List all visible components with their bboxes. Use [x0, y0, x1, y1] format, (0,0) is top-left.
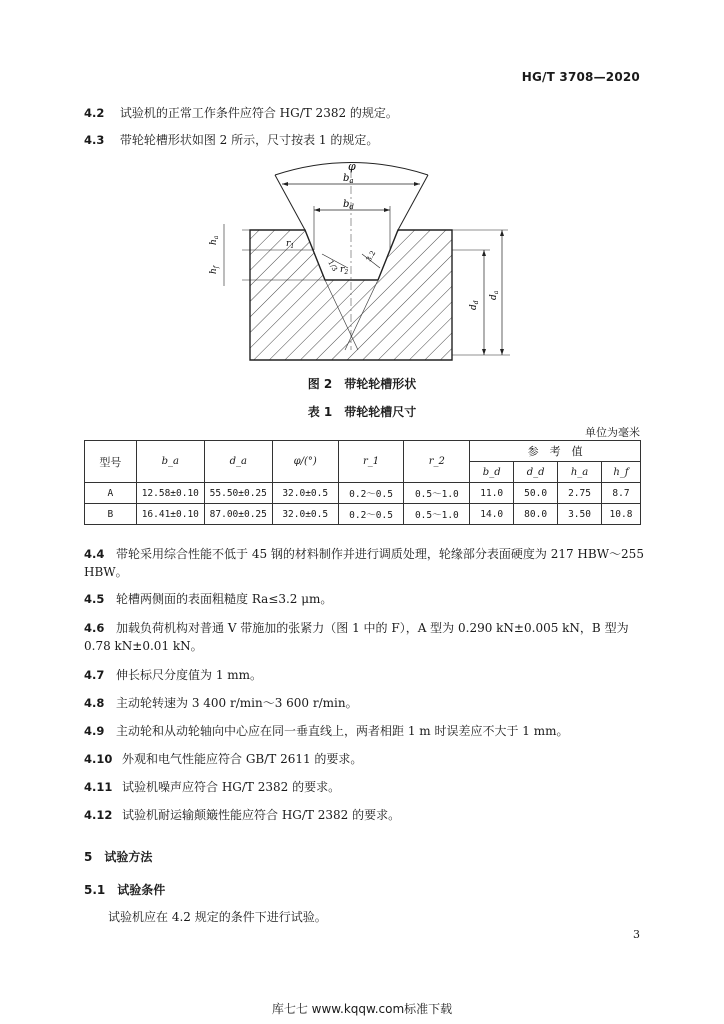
- cell-model: B: [85, 504, 137, 525]
- cell-bd: 11.0: [470, 483, 514, 504]
- table-row: [85, 483, 641, 504]
- label-hf: $h_f$: [209, 265, 220, 274]
- clause-text: 试验机的正常工作条件应符合 HG/T 2382 的规定。: [119, 106, 398, 120]
- clause-number: 4.11: [84, 780, 113, 794]
- table-row: [85, 504, 641, 525]
- groove-dimension-table: [84, 440, 641, 525]
- clause-4-11: [84, 778, 340, 796]
- clause-number: 4.12: [84, 808, 113, 822]
- section-title: 试验方法: [104, 850, 153, 864]
- clause-text: 试验机耐运输颠簸性能应符合 HG/T 2382 的要求。: [122, 808, 401, 822]
- page-number: 3: [633, 928, 640, 941]
- header-hf: h_f: [601, 462, 640, 483]
- clause-number: 4.10: [84, 752, 113, 766]
- header-ba: b_a: [136, 441, 204, 483]
- header-ha: h_a: [558, 462, 602, 483]
- clause-number: 4.7: [84, 668, 105, 682]
- header-dd: d_d: [514, 462, 558, 483]
- header-model: 型号: [85, 441, 137, 483]
- clause-text: 加载负荷机构对普通 V 带施加的张紧力（图 1 中的 F），A 型为 0.290 kN±0.005 kN，B 型为 0.78 kN±0.01 kN。: [84, 621, 629, 653]
- label-3-2: 3.2: [364, 249, 378, 263]
- clause-text: 轮槽两侧面的表面粗糙度 Ra≤3.2 μm。: [116, 592, 333, 606]
- cell-dd: 50.0: [514, 483, 558, 504]
- header-phi: φ/(°): [272, 441, 338, 483]
- clause-text: 主动轮转速为 3 400 r/min～3 600 r/min。: [116, 696, 358, 710]
- clause-text: 带轮采用综合性能不低于 45 钢的材料制作并进行调质处理，轮缘部分表面硬度为 217 HBW～255 HBW。: [84, 547, 644, 579]
- clause-number: 4.4: [84, 547, 105, 561]
- figure-caption: 图 2 带轮轮槽形状: [307, 377, 417, 391]
- cell-hf: 8.7: [601, 483, 640, 504]
- clause-4-7: [84, 666, 262, 684]
- clause-number: 4.5: [84, 592, 105, 606]
- clause-4-4: [84, 545, 644, 581]
- section-number: 5: [84, 850, 93, 864]
- cell-r1: 0.2～0.5: [338, 483, 404, 504]
- clause-4-5: [84, 590, 332, 608]
- subsection-number: 5.1: [84, 883, 106, 897]
- table-unit: 单位为毫米: [585, 426, 640, 439]
- clause-text: 外观和电气性能应符合 GB/T 2611 的要求。: [122, 752, 363, 766]
- label-r2: $r_2$: [340, 265, 349, 276]
- clause-number: 4.6: [84, 621, 105, 635]
- groove-profile-figure: [209, 150, 520, 365]
- clause-text: 带轮轮槽形状如图 2 所示，尺寸按表 1 的规定。: [119, 133, 379, 147]
- cell-r2: 0.5～1.0: [404, 483, 470, 504]
- clause-number: 4.8: [84, 696, 105, 710]
- section-5-1-heading: [84, 881, 165, 898]
- standard-code: HG/T 3708—2020: [521, 70, 640, 84]
- cell-phi: 32.0±0.5: [272, 483, 338, 504]
- section-5-1-body: 试验机应在 4.2 规定的条件下进行试验。: [108, 910, 327, 924]
- clause-4-2: [84, 104, 398, 122]
- label-ba: $b_a$: [343, 173, 354, 185]
- label-r1: $r_1$: [286, 239, 295, 250]
- cell-ba: 16.41±0.10: [136, 504, 204, 525]
- header-r2: r_2: [404, 441, 470, 483]
- label-ha: $h_a$: [209, 235, 220, 245]
- cell-bd: 14.0: [470, 504, 514, 525]
- cell-ha: 3.50: [558, 504, 602, 525]
- cell-model: A: [85, 483, 137, 504]
- section-5-heading: [84, 848, 152, 865]
- header-da: d_a: [204, 441, 272, 483]
- cell-da: 55.50±0.25: [204, 483, 272, 504]
- footer-watermark[interactable]: 库七七 www.kqqw.com标准下载: [271, 1002, 453, 1016]
- header-r1: r_1: [338, 441, 404, 483]
- cell-da: 87.00±0.25: [204, 504, 272, 525]
- cell-r1: 0.2～0.5: [338, 504, 404, 525]
- cell-phi: 32.0±0.5: [272, 504, 338, 525]
- label-dd: $d_d$: [469, 300, 480, 310]
- clause-4-10: [84, 750, 362, 768]
- header-reference: 参 考 值: [470, 441, 641, 462]
- clause-4-3: [84, 131, 378, 149]
- cell-dd: 80.0: [514, 504, 558, 525]
- clause-number: 4.9: [84, 724, 105, 738]
- table-caption: 表 1 带轮轮槽尺寸: [307, 405, 417, 419]
- clause-4-12: [84, 806, 400, 824]
- clause-number: 4.3: [84, 133, 105, 147]
- cell-r2: 0.5～1.0: [404, 504, 470, 525]
- label-one-third: 1/3: [326, 259, 339, 273]
- clause-text: 伸长标尺分度值为 1 mm。: [116, 668, 263, 682]
- header-bd: b_d: [470, 462, 514, 483]
- label-bd: $b_d$: [343, 199, 354, 211]
- cell-hf: 10.8: [601, 504, 640, 525]
- clause-number: 4.2: [84, 106, 105, 120]
- cell-ba: 12.58±0.10: [136, 483, 204, 504]
- label-phi: φ: [348, 160, 356, 173]
- clause-text: 试验机噪声应符合 HG/T 2382 的要求。: [122, 780, 341, 794]
- clause-4-6: [84, 619, 644, 655]
- clause-4-8: [84, 694, 358, 712]
- clause-text: 主动轮和从动轮轴向中心应在同一垂直线上，两者相距 1 m 时误差应不大于 1 mm。: [116, 724, 569, 738]
- subsection-title: 试验条件: [117, 883, 166, 897]
- label-da: $d_a$: [489, 290, 500, 300]
- clause-4-9: [84, 722, 568, 740]
- cell-ha: 2.75: [558, 483, 602, 504]
